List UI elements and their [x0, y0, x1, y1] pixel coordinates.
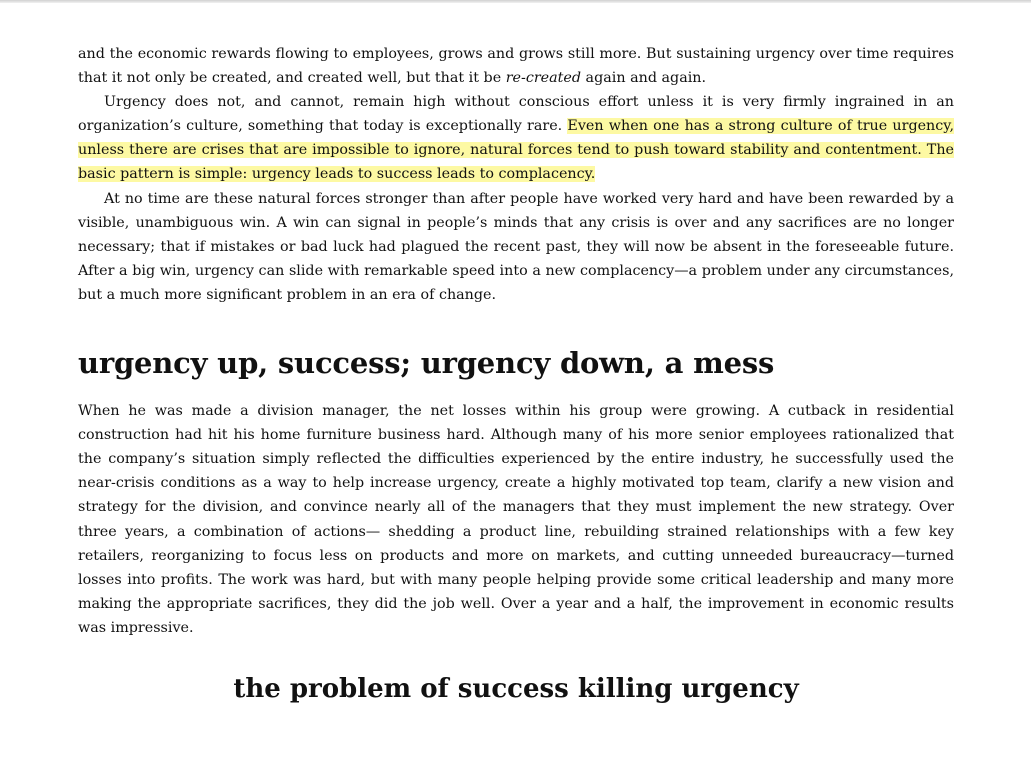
- paragraph-2: [78, 90, 954, 186]
- paragraph-1-text: and the economic rewards flowing to employees, grows and grows still more. But sustaining urgency over time requires that it not only be created, and created well, but that it be: [78, 46, 954, 87]
- section-heading-urgency-up: urgency up, success; urgency down, a mess: [78, 346, 775, 381]
- paragraph-1: [78, 42, 954, 90]
- paragraph-1-text-end: again and again.: [581, 70, 707, 87]
- paragraph-3: At no time are these natural forces stronger than after people have worked very hard and have been rewarded by a visible, unambiguous win. A win can signal in people’s minds that any crisis is over and any sacrifices are no longer necessary; that if mistakes or bad luck had plagued the recent past, they will now be absent in the foreseeable future. After a big win, urgency can slide with remarkable speed into a new complacency—a problem under any circumstances, but a much more significant problem in an era of change.: [78, 190, 954, 303]
- document-page: [78, 42, 954, 706]
- emphasis-recreated: re-created: [505, 70, 582, 87]
- window-top-edge: [0, 0, 1031, 3]
- paragraph-2-text: Urgency does not, and cannot, remain high without conscious effort unless it is very firmly ingrained in an organization’s culture, something that today is exceptionally rare.: [78, 94, 954, 135]
- highlighted-passage: Even when one has a strong culture of true urgency, unless there are crises that are impossible to ignore, natural forces tend to push toward stability and contentment. The basic pattern is simple: urgency leads to success leads to complacency.: [78, 118, 954, 183]
- paragraph-4: When he was made a division manager, the net losses within his group were growing. A cutback in residential construction had hit his home furniture business hard. Although many of his more senior employees rationalized that the company’s situation simply reflected the difficulties experienced by the entire industry, he successfully used the near-crisis conditions as a way to help increase urgency, create a highly motivated top team, clarify a new vision and strategy for the division, and convince nearly all of the managers that they must implement the new strategy. Over three years, a combination of actions— shedding a product line, rebuilding strained relationships with a few key retailers, reorganizing to focus less on products and more on markets, and cutting unneeded bureaucracy—turned losses into profits. The work was hard, but with many people helping provide some critical leadership and many more making the appropriate sacrifices, they did the job well. Over a year and a half, the improvement in economic results was impressive.: [78, 403, 954, 636]
- section-heading-problem-of-success: the problem of success killing urgency: [233, 673, 799, 704]
